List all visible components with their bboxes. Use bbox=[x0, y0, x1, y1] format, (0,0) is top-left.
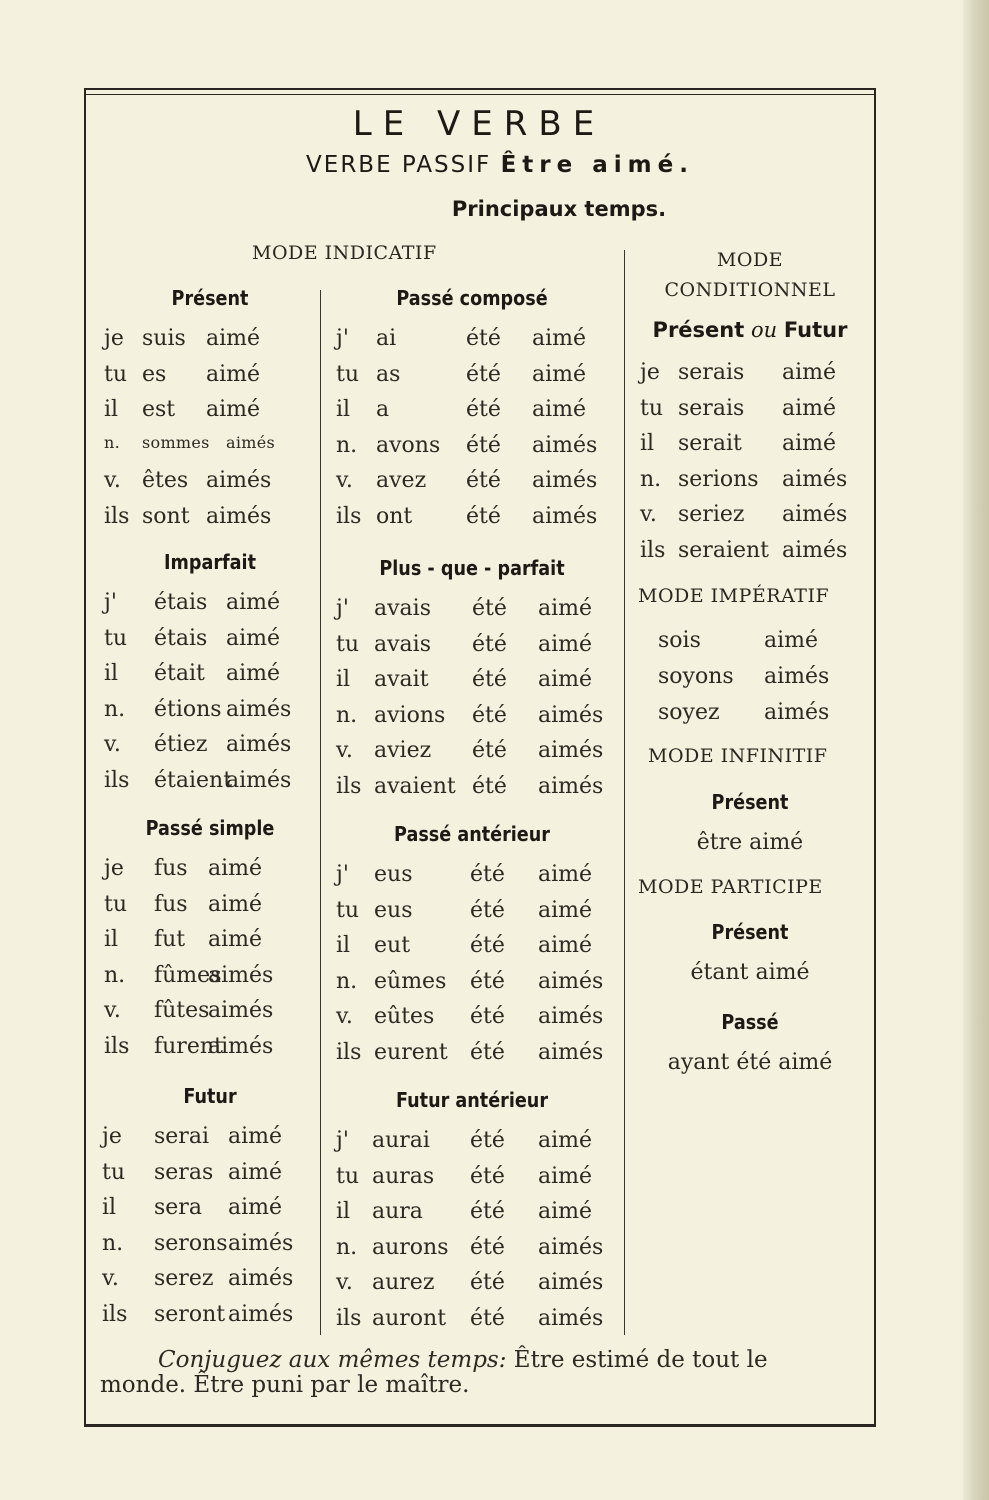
passe-compose-word: aimé bbox=[532, 397, 587, 422]
participe-present-value: étant aimé bbox=[690, 960, 810, 985]
present-word: n. bbox=[104, 432, 120, 452]
plus-que-parfait-word: tu bbox=[336, 631, 360, 657]
futur-anterieur-word: aimé bbox=[538, 1163, 593, 1189]
passe-simple-word: fus bbox=[154, 856, 188, 881]
passe-anterieur-word: v. bbox=[336, 1004, 353, 1029]
futur-anterieur-word: il bbox=[336, 1199, 351, 1224]
conditionnel-word: aimés bbox=[782, 502, 848, 527]
futur-anterieur-word: v. bbox=[336, 1270, 353, 1295]
futur-anterieur-word: tu bbox=[336, 1163, 360, 1189]
present-word: sommes bbox=[142, 432, 210, 452]
futur-word: v. bbox=[102, 1266, 119, 1291]
plus-que-parfait-word: j' bbox=[336, 596, 349, 621]
present-word: es bbox=[142, 361, 167, 387]
imparfait-word: ils bbox=[104, 767, 130, 793]
futur-anterieur-word: aurai bbox=[372, 1128, 430, 1153]
futur-word: sera bbox=[154, 1195, 202, 1220]
futur-anterieur-word: j' bbox=[336, 1128, 349, 1153]
conditionnel-title-futur: Futur bbox=[783, 318, 848, 342]
passe-anterieur-word: aimés bbox=[538, 968, 604, 994]
present-word: aimés bbox=[206, 468, 272, 493]
conditionnel-word: aimé bbox=[782, 395, 837, 421]
participe-passe-title: Passé bbox=[721, 1010, 779, 1034]
passe-anterieur-word: eut bbox=[374, 933, 411, 958]
conditionnel-word: je bbox=[640, 360, 660, 385]
futur-word: ils bbox=[102, 1301, 128, 1327]
present-word: tu bbox=[104, 361, 128, 387]
conditionnel-word: serait bbox=[678, 431, 742, 456]
plus-que-parfait-word: aimés bbox=[538, 738, 604, 763]
futur-anterieur-word: été bbox=[470, 1128, 505, 1153]
futur-anterieur-word: aimés bbox=[538, 1234, 604, 1260]
imparfait-word: étais bbox=[154, 625, 208, 651]
conditionnel-word: il bbox=[640, 431, 655, 456]
subtitle-prefix: VERBE PASSIF bbox=[306, 152, 492, 178]
futur-title: Futur bbox=[183, 1084, 237, 1108]
futur-anterieur-word: été bbox=[470, 1270, 505, 1295]
conditionnel-word: seraient bbox=[678, 537, 770, 563]
plus-que-parfait-word: aimés bbox=[538, 773, 604, 799]
imperatif-word: aimés bbox=[764, 700, 830, 725]
page-edge bbox=[963, 0, 989, 1500]
futur-anterieur-word: auras bbox=[372, 1163, 435, 1189]
plus-que-parfait-word: été bbox=[472, 702, 507, 728]
conditionnel-word: aimé bbox=[782, 360, 837, 385]
plus-que-parfait-word: v. bbox=[336, 738, 353, 763]
mode-conditionnel-line1: MODE bbox=[716, 249, 784, 271]
passe-anterieur-word: aimés bbox=[538, 1039, 604, 1065]
mode-conditionnel-label bbox=[630, 245, 870, 305]
exercise-instruction bbox=[100, 1348, 860, 1398]
futur-anterieur-word: aura bbox=[372, 1199, 423, 1224]
conditionnel-word: serais bbox=[678, 360, 745, 385]
plus-que-parfait-word: été bbox=[472, 667, 507, 692]
futur-anterieur-word: n. bbox=[336, 1234, 358, 1260]
imparfait-word: étiez bbox=[154, 732, 208, 757]
column-divider-1 bbox=[320, 290, 321, 1335]
imparfait-word: v. bbox=[104, 732, 121, 757]
futur-word: aimé bbox=[228, 1159, 283, 1185]
imparfait-word: aimés bbox=[226, 732, 292, 757]
passe-anterieur-word: aimé bbox=[538, 933, 593, 958]
infinitif-present-value: être aimé bbox=[696, 830, 804, 855]
plus-que-parfait-word: avais bbox=[374, 631, 431, 657]
mode-indicatif-label: MODE INDICATIF bbox=[252, 242, 437, 264]
column-divider-2 bbox=[624, 250, 625, 1335]
passe-compose-word: n. bbox=[336, 432, 358, 458]
passe-compose-word: ont bbox=[376, 503, 413, 529]
passe-compose-word: été bbox=[466, 468, 501, 493]
passe-anterieur-word: été bbox=[470, 1039, 505, 1065]
passe-compose-word: aimés bbox=[532, 432, 598, 458]
futur-word: n. bbox=[102, 1230, 124, 1256]
conditionnel-word: aimés bbox=[782, 466, 848, 492]
imparfait-word: aimé bbox=[226, 661, 281, 686]
plus-que-parfait-word: aimés bbox=[538, 702, 604, 728]
passe-anterieur-word: aimé bbox=[538, 897, 593, 923]
plus-que-parfait-word: été bbox=[472, 596, 507, 621]
conditionnel-word: seriez bbox=[678, 502, 745, 527]
futur-anterieur-word: été bbox=[470, 1199, 505, 1224]
mode-participe-label: MODE PARTICIPE bbox=[638, 876, 823, 898]
passe-simple-word: furent bbox=[154, 1033, 223, 1059]
passe-anterieur-word: aimés bbox=[538, 1004, 604, 1029]
futur-word: aimé bbox=[228, 1124, 283, 1149]
passe-anterieur-title: Passé antérieur bbox=[394, 822, 550, 846]
futur-word: serai bbox=[154, 1124, 209, 1149]
passe-compose-word: il bbox=[336, 397, 351, 422]
passe-compose-word: ils bbox=[336, 503, 362, 529]
passe-simple-word: il bbox=[104, 927, 119, 952]
conditionnel-word: serions bbox=[678, 466, 759, 492]
passe-simple-word: fus bbox=[154, 891, 188, 917]
passe-anterieur-word: il bbox=[336, 933, 351, 958]
present-word: aimés bbox=[226, 432, 276, 452]
passe-compose-word: aimé bbox=[532, 326, 587, 351]
futur-word: seront bbox=[154, 1301, 226, 1327]
futur-anterieur-word: aurez bbox=[372, 1270, 435, 1295]
futur-word: aimés bbox=[228, 1266, 294, 1291]
present-word: suis bbox=[142, 326, 186, 351]
futur-anterieur-word: ils bbox=[336, 1305, 362, 1331]
conditionnel-title-present: Présent bbox=[652, 318, 745, 342]
participe-passe-value: ayant été aimé bbox=[667, 1050, 833, 1075]
passe-anterieur-word: eurent bbox=[374, 1039, 448, 1065]
present-word: ils bbox=[104, 503, 130, 529]
imperatif-word: aimés bbox=[764, 664, 830, 689]
exercise-italic: Conjuguez aux mêmes temps: bbox=[158, 1347, 507, 1373]
passe-anterieur-word: ils bbox=[336, 1039, 362, 1065]
infinitif-present-title: Présent bbox=[711, 790, 789, 814]
passe-compose-word: j' bbox=[336, 326, 349, 351]
passe-simple-word: fûtes bbox=[154, 998, 210, 1023]
passe-compose-word: été bbox=[466, 361, 501, 387]
conditionnel-word: v. bbox=[640, 502, 657, 527]
imperatif-word: aimé bbox=[764, 628, 819, 653]
passe-simple-word: ils bbox=[104, 1033, 130, 1059]
plus-que-parfait-word: ils bbox=[336, 773, 362, 799]
passe-anterieur-word: tu bbox=[336, 897, 360, 923]
imparfait-word: étaient bbox=[154, 767, 233, 793]
passe-compose-word: aimés bbox=[532, 503, 598, 529]
passe-compose-word: été bbox=[466, 432, 501, 458]
plus-que-parfait-word: été bbox=[472, 631, 507, 657]
imparfait-word: il bbox=[104, 661, 119, 686]
passe-simple-word: aimés bbox=[208, 998, 274, 1023]
passe-anterieur-word: été bbox=[470, 968, 505, 994]
futur-anterieur-word: aimé bbox=[538, 1128, 593, 1153]
principaux-temps: Principaux temps. bbox=[451, 197, 667, 221]
imparfait-word: aimé bbox=[226, 625, 281, 651]
conditionnel-title-ou: ou bbox=[750, 318, 778, 342]
plus-que-parfait-word: aimé bbox=[538, 667, 593, 692]
passe-simple-word: aimés bbox=[208, 962, 274, 988]
present-word: aimé bbox=[206, 361, 261, 387]
conditionnel-word: serais bbox=[678, 395, 745, 421]
present-title: Présent bbox=[171, 286, 249, 310]
imparfait-title: Imparfait bbox=[163, 550, 257, 574]
passe-simple-word: je bbox=[104, 856, 124, 881]
conditionnel-word: aimé bbox=[782, 431, 837, 456]
plus-que-parfait-word: été bbox=[472, 738, 507, 763]
passe-simple-title: Passé simple bbox=[145, 816, 275, 840]
passe-anterieur-word: eus bbox=[374, 897, 413, 923]
plus-que-parfait-word: avions bbox=[374, 702, 446, 728]
conditionnel-tense-title bbox=[630, 318, 870, 342]
plus-que-parfait-word: il bbox=[336, 667, 351, 692]
exercise-text: Être estimé de tout le monde. Être puni par le maître. bbox=[100, 1347, 768, 1398]
present-word: v. bbox=[104, 468, 121, 493]
passe-anterieur-word: eûtes bbox=[374, 1004, 435, 1029]
futur-anterieur-word: été bbox=[470, 1234, 505, 1260]
subtitle bbox=[200, 152, 800, 178]
futur-word: aimés bbox=[228, 1230, 294, 1256]
futur-anterieur-word: aimés bbox=[538, 1270, 604, 1295]
futur-anterieur-word: aimés bbox=[538, 1305, 604, 1331]
present-word: aimé bbox=[206, 326, 261, 351]
passe-compose-word: aimé bbox=[532, 361, 587, 387]
imparfait-word: tu bbox=[104, 625, 128, 651]
imparfait-word: étions bbox=[154, 696, 222, 722]
conditionnel-word: n. bbox=[640, 466, 662, 492]
passe-anterieur-word: été bbox=[470, 933, 505, 958]
mode-imperatif-label: MODE IMPÉRATIF bbox=[638, 585, 830, 607]
conditionnel-word: aimés bbox=[782, 537, 848, 563]
present-word: il bbox=[104, 397, 119, 422]
present-word: est bbox=[142, 397, 176, 422]
plus-que-parfait-word: été bbox=[472, 773, 507, 799]
imperatif-word: soyons bbox=[658, 664, 734, 689]
futur-word: aimé bbox=[228, 1195, 283, 1220]
futur-word: aimés bbox=[228, 1301, 294, 1327]
page-title: LE VERBE bbox=[352, 104, 606, 144]
passe-compose-word: été bbox=[466, 326, 501, 351]
passe-anterieur-word: été bbox=[470, 1004, 505, 1029]
subtitle-verb: Être aimé. bbox=[500, 152, 694, 178]
participe-present-title: Présent bbox=[711, 920, 789, 944]
plus-que-parfait-title: Plus - que - parfait bbox=[379, 556, 565, 580]
passe-simple-word: aimé bbox=[208, 891, 263, 917]
futur-word: serez bbox=[154, 1266, 214, 1291]
present-word: sont bbox=[142, 503, 190, 529]
plus-que-parfait-word: avaient bbox=[374, 773, 456, 799]
passe-compose-word: été bbox=[466, 397, 501, 422]
futur-word: il bbox=[102, 1195, 117, 1220]
futur-anterieur-word: aurons bbox=[372, 1234, 449, 1260]
passe-compose-word: a bbox=[376, 397, 390, 422]
passe-simple-word: aimé bbox=[208, 927, 263, 952]
imparfait-word: étais bbox=[154, 590, 208, 615]
passe-compose-word: aimés bbox=[532, 468, 598, 493]
conditionnel-word: tu bbox=[640, 395, 664, 421]
plus-que-parfait-word: aimé bbox=[538, 631, 593, 657]
passe-compose-word: été bbox=[466, 503, 501, 529]
imparfait-word: aimé bbox=[226, 590, 281, 615]
futur-anterieur-word: aimé bbox=[538, 1199, 593, 1224]
passe-anterieur-word: n. bbox=[336, 968, 358, 994]
plus-que-parfait-word: avais bbox=[374, 596, 431, 621]
futur-anterieur-word: été bbox=[470, 1305, 505, 1331]
present-word: êtes bbox=[142, 468, 189, 493]
present-word: aimé bbox=[206, 397, 261, 422]
passe-simple-word: fûmes bbox=[154, 962, 222, 988]
imparfait-word: était bbox=[154, 661, 205, 686]
passe-compose-word: avez bbox=[376, 468, 427, 493]
plus-que-parfait-word: n. bbox=[336, 702, 358, 728]
plus-que-parfait-word: aimé bbox=[538, 596, 593, 621]
passe-simple-word: fut bbox=[154, 927, 186, 952]
plus-que-parfait-word: avait bbox=[374, 667, 429, 692]
present-word: aimés bbox=[206, 503, 272, 529]
passe-anterieur-word: été bbox=[470, 862, 505, 887]
present-word: je bbox=[104, 326, 124, 351]
futur-word: tu bbox=[102, 1159, 126, 1185]
passe-compose-word: as bbox=[376, 361, 401, 387]
imperatif-word: sois bbox=[658, 628, 701, 653]
mode-infinitif-label: MODE INFINITIF bbox=[648, 745, 828, 767]
imparfait-word: aimés bbox=[226, 767, 292, 793]
plus-que-parfait-word: aviez bbox=[374, 738, 432, 763]
imperatif-word: soyez bbox=[658, 700, 720, 725]
passe-compose-word: ai bbox=[376, 326, 397, 351]
passe-simple-word: v. bbox=[104, 998, 121, 1023]
passe-simple-word: aimé bbox=[208, 856, 263, 881]
passe-anterieur-word: été bbox=[470, 897, 505, 923]
futur-anterieur-word: été bbox=[470, 1163, 505, 1189]
passe-simple-word: n. bbox=[104, 962, 126, 988]
passe-anterieur-word: eus bbox=[374, 862, 413, 887]
imparfait-word: j' bbox=[104, 590, 117, 615]
conditionnel-word: ils bbox=[640, 537, 666, 563]
passe-compose-title: Passé composé bbox=[396, 286, 548, 310]
frame-double-line bbox=[84, 94, 876, 95]
futur-anterieur-word: auront bbox=[372, 1305, 447, 1331]
futur-word: serons bbox=[154, 1230, 228, 1256]
passe-compose-word: tu bbox=[336, 361, 360, 387]
passe-simple-word: tu bbox=[104, 891, 128, 917]
passe-simple-word: aimés bbox=[208, 1033, 274, 1059]
imparfait-word: aimés bbox=[226, 696, 292, 722]
passe-compose-word: v. bbox=[336, 468, 353, 493]
passe-anterieur-word: aimé bbox=[538, 862, 593, 887]
mode-conditionnel-line2: CONDITIONNEL bbox=[664, 279, 836, 301]
passe-anterieur-word: j' bbox=[336, 862, 349, 887]
futur-anterieur-title: Futur antérieur bbox=[395, 1088, 549, 1112]
passe-anterieur-word: eûmes bbox=[374, 968, 447, 994]
futur-word: je bbox=[102, 1124, 122, 1149]
imparfait-word: n. bbox=[104, 696, 126, 722]
futur-word: seras bbox=[154, 1159, 214, 1185]
passe-compose-word: avons bbox=[376, 432, 441, 458]
